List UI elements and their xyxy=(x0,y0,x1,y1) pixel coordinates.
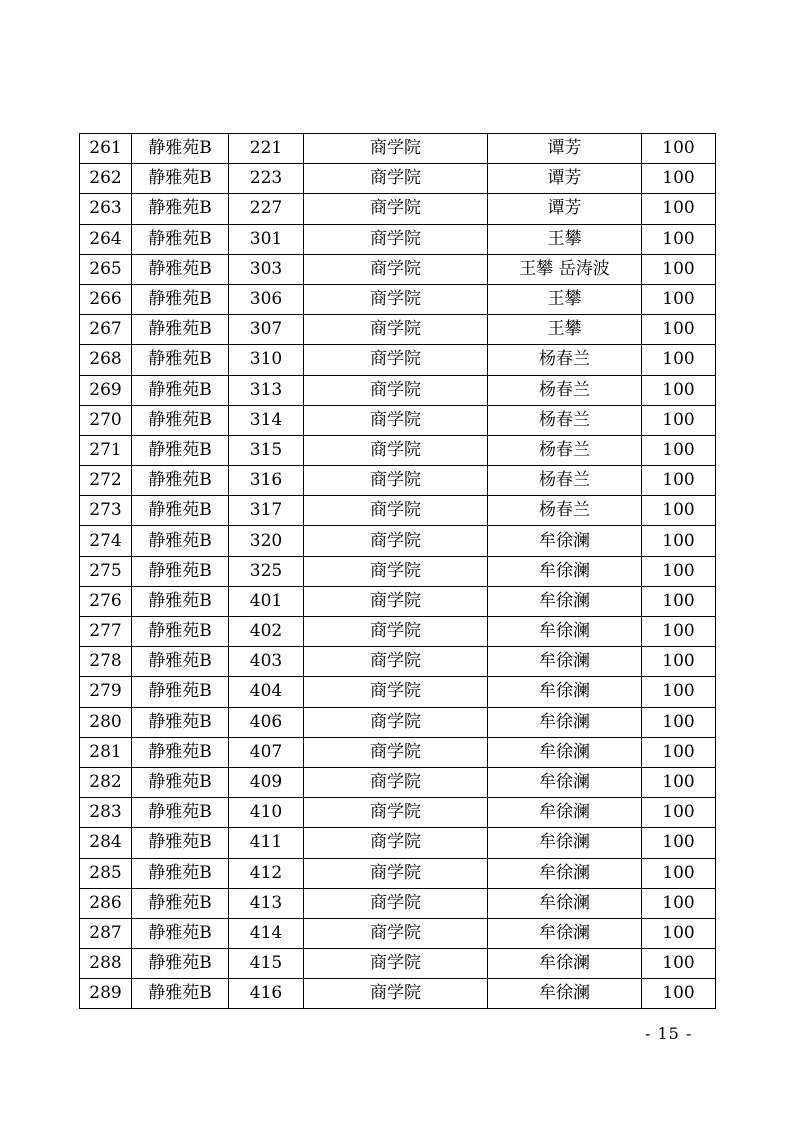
index-cell: 277 xyxy=(80,617,132,647)
score-cell: 100 xyxy=(642,194,716,224)
score-cell: 100 xyxy=(642,315,716,345)
index-cell: 289 xyxy=(80,979,132,1009)
score-cell: 100 xyxy=(642,888,716,918)
building-cell: 静雅苑B xyxy=(132,164,229,194)
college-cell: 商学院 xyxy=(304,767,488,797)
index-cell: 264 xyxy=(80,224,132,254)
building-cell: 静雅苑B xyxy=(132,526,229,556)
college-cell: 商学院 xyxy=(304,798,488,828)
building-cell: 静雅苑B xyxy=(132,888,229,918)
counselor-cell: 牟徐澜 xyxy=(488,737,642,767)
counselor-cell: 杨春兰 xyxy=(488,435,642,465)
index-cell: 288 xyxy=(80,949,132,979)
table-row xyxy=(80,828,716,858)
building-cell: 静雅苑B xyxy=(132,737,229,767)
index-cell: 273 xyxy=(80,496,132,526)
college-cell: 商学院 xyxy=(304,586,488,616)
room-cell: 402 xyxy=(229,617,304,647)
table-row xyxy=(80,284,716,314)
college-cell: 商学院 xyxy=(304,707,488,737)
room-cell: 315 xyxy=(229,435,304,465)
index-cell: 267 xyxy=(80,315,132,345)
counselor-cell: 王攀 岳涛波 xyxy=(488,254,642,284)
table-row xyxy=(80,617,716,647)
room-cell: 325 xyxy=(229,556,304,586)
college-cell: 商学院 xyxy=(304,949,488,979)
table-row xyxy=(80,918,716,948)
college-cell: 商学院 xyxy=(304,526,488,556)
college-cell: 商学院 xyxy=(304,315,488,345)
index-cell: 268 xyxy=(80,345,132,375)
table-row xyxy=(80,798,716,828)
score-cell: 100 xyxy=(642,586,716,616)
score-cell: 100 xyxy=(642,224,716,254)
college-cell: 商学院 xyxy=(304,888,488,918)
counselor-cell: 王攀 xyxy=(488,224,642,254)
table-row xyxy=(80,224,716,254)
college-cell: 商学院 xyxy=(304,134,488,164)
college-cell: 商学院 xyxy=(304,647,488,677)
college-cell: 商学院 xyxy=(304,556,488,586)
building-cell: 静雅苑B xyxy=(132,315,229,345)
score-cell: 100 xyxy=(642,949,716,979)
room-cell: 314 xyxy=(229,405,304,435)
index-cell: 278 xyxy=(80,647,132,677)
score-cell: 100 xyxy=(642,435,716,465)
counselor-cell: 牟徐澜 xyxy=(488,556,642,586)
table-row xyxy=(80,526,716,556)
room-cell: 410 xyxy=(229,798,304,828)
table-row xyxy=(80,315,716,345)
counselor-cell: 谭芳 xyxy=(488,134,642,164)
building-cell: 静雅苑B xyxy=(132,949,229,979)
building-cell: 静雅苑B xyxy=(132,405,229,435)
college-cell: 商学院 xyxy=(304,224,488,254)
score-cell: 100 xyxy=(642,798,716,828)
index-cell: 263 xyxy=(80,194,132,224)
score-cell: 100 xyxy=(642,828,716,858)
counselor-cell: 杨春兰 xyxy=(488,496,642,526)
table-row xyxy=(80,134,716,164)
room-cell: 303 xyxy=(229,254,304,284)
building-cell: 静雅苑B xyxy=(132,858,229,888)
college-cell: 商学院 xyxy=(304,435,488,465)
index-cell: 284 xyxy=(80,828,132,858)
building-cell: 静雅苑B xyxy=(132,224,229,254)
counselor-cell: 杨春兰 xyxy=(488,375,642,405)
score-cell: 100 xyxy=(642,918,716,948)
college-cell: 商学院 xyxy=(304,375,488,405)
counselor-cell: 杨春兰 xyxy=(488,405,642,435)
room-cell: 407 xyxy=(229,737,304,767)
building-cell: 静雅苑B xyxy=(132,647,229,677)
building-cell: 静雅苑B xyxy=(132,617,229,647)
score-cell: 100 xyxy=(642,405,716,435)
college-cell: 商学院 xyxy=(304,677,488,707)
room-cell: 227 xyxy=(229,194,304,224)
room-cell: 221 xyxy=(229,134,304,164)
score-cell: 100 xyxy=(642,134,716,164)
score-cell: 100 xyxy=(642,737,716,767)
score-cell: 100 xyxy=(642,284,716,314)
table-row xyxy=(80,466,716,496)
table-row xyxy=(80,586,716,616)
table-row xyxy=(80,496,716,526)
college-cell: 商学院 xyxy=(304,828,488,858)
table-row xyxy=(80,405,716,435)
building-cell: 静雅苑B xyxy=(132,707,229,737)
room-cell: 416 xyxy=(229,979,304,1009)
score-cell: 100 xyxy=(642,858,716,888)
score-cell: 100 xyxy=(642,164,716,194)
room-cell: 412 xyxy=(229,858,304,888)
room-cell: 310 xyxy=(229,345,304,375)
building-cell: 静雅苑B xyxy=(132,284,229,314)
table-row xyxy=(80,164,716,194)
index-cell: 276 xyxy=(80,586,132,616)
index-cell: 287 xyxy=(80,918,132,948)
building-cell: 静雅苑B xyxy=(132,918,229,948)
index-cell: 272 xyxy=(80,466,132,496)
room-cell: 316 xyxy=(229,466,304,496)
room-cell: 404 xyxy=(229,677,304,707)
table-row xyxy=(80,435,716,465)
table-body xyxy=(80,134,716,1009)
room-cell: 409 xyxy=(229,767,304,797)
counselor-cell: 王攀 xyxy=(488,284,642,314)
table-row xyxy=(80,767,716,797)
college-cell: 商学院 xyxy=(304,164,488,194)
score-cell: 100 xyxy=(642,617,716,647)
score-cell: 100 xyxy=(642,254,716,284)
table-row xyxy=(80,345,716,375)
index-cell: 283 xyxy=(80,798,132,828)
counselor-cell: 牟徐澜 xyxy=(488,858,642,888)
score-cell: 100 xyxy=(642,375,716,405)
table-row xyxy=(80,375,716,405)
index-cell: 285 xyxy=(80,858,132,888)
counselor-cell: 王攀 xyxy=(488,315,642,345)
table-row xyxy=(80,707,716,737)
index-cell: 286 xyxy=(80,888,132,918)
index-cell: 281 xyxy=(80,737,132,767)
score-cell: 100 xyxy=(642,707,716,737)
table-row xyxy=(80,677,716,707)
building-cell: 静雅苑B xyxy=(132,979,229,1009)
score-cell: 100 xyxy=(642,677,716,707)
page-number: - 15 - xyxy=(645,1024,693,1043)
building-cell: 静雅苑B xyxy=(132,586,229,616)
counselor-cell: 牟徐澜 xyxy=(488,798,642,828)
score-cell: 100 xyxy=(642,466,716,496)
room-cell: 411 xyxy=(229,828,304,858)
room-cell: 317 xyxy=(229,496,304,526)
table-row xyxy=(80,858,716,888)
room-cell: 414 xyxy=(229,918,304,948)
building-cell: 静雅苑B xyxy=(132,767,229,797)
counselor-cell: 牟徐澜 xyxy=(488,647,642,677)
counselor-cell: 牟徐澜 xyxy=(488,526,642,556)
table-row xyxy=(80,647,716,677)
building-cell: 静雅苑B xyxy=(132,345,229,375)
college-cell: 商学院 xyxy=(304,918,488,948)
college-cell: 商学院 xyxy=(304,466,488,496)
college-cell: 商学院 xyxy=(304,979,488,1009)
index-cell: 282 xyxy=(80,767,132,797)
room-cell: 313 xyxy=(229,375,304,405)
table-row xyxy=(80,556,716,586)
building-cell: 静雅苑B xyxy=(132,677,229,707)
table-row xyxy=(80,949,716,979)
room-cell: 301 xyxy=(229,224,304,254)
building-cell: 静雅苑B xyxy=(132,194,229,224)
college-cell: 商学院 xyxy=(304,737,488,767)
counselor-cell: 牟徐澜 xyxy=(488,888,642,918)
college-cell: 商学院 xyxy=(304,617,488,647)
index-cell: 271 xyxy=(80,435,132,465)
score-cell: 100 xyxy=(642,556,716,586)
counselor-cell: 牟徐澜 xyxy=(488,677,642,707)
building-cell: 静雅苑B xyxy=(132,828,229,858)
college-cell: 商学院 xyxy=(304,284,488,314)
index-cell: 269 xyxy=(80,375,132,405)
college-cell: 商学院 xyxy=(304,858,488,888)
index-cell: 275 xyxy=(80,556,132,586)
table-row xyxy=(80,254,716,284)
counselor-cell: 谭芳 xyxy=(488,164,642,194)
counselor-cell: 牟徐澜 xyxy=(488,767,642,797)
counselor-cell: 杨春兰 xyxy=(488,345,642,375)
building-cell: 静雅苑B xyxy=(132,375,229,405)
college-cell: 商学院 xyxy=(304,496,488,526)
index-cell: 265 xyxy=(80,254,132,284)
table-row xyxy=(80,888,716,918)
counselor-cell: 牟徐澜 xyxy=(488,707,642,737)
index-cell: 274 xyxy=(80,526,132,556)
index-cell: 262 xyxy=(80,164,132,194)
table-row xyxy=(80,194,716,224)
index-cell: 261 xyxy=(80,134,132,164)
counselor-cell: 谭芳 xyxy=(488,194,642,224)
index-cell: 266 xyxy=(80,284,132,314)
score-cell: 100 xyxy=(642,979,716,1009)
college-cell: 商学院 xyxy=(304,405,488,435)
building-cell: 静雅苑B xyxy=(132,798,229,828)
score-cell: 100 xyxy=(642,345,716,375)
room-cell: 415 xyxy=(229,949,304,979)
table-row xyxy=(80,737,716,767)
room-cell: 413 xyxy=(229,888,304,918)
counselor-cell: 牟徐澜 xyxy=(488,586,642,616)
room-cell: 307 xyxy=(229,315,304,345)
table-row xyxy=(80,979,716,1009)
score-cell: 100 xyxy=(642,767,716,797)
room-cell: 401 xyxy=(229,586,304,616)
college-cell: 商学院 xyxy=(304,194,488,224)
counselor-cell: 杨春兰 xyxy=(488,466,642,496)
index-cell: 270 xyxy=(80,405,132,435)
score-cell: 100 xyxy=(642,526,716,556)
room-cell: 320 xyxy=(229,526,304,556)
room-cell: 403 xyxy=(229,647,304,677)
score-cell: 100 xyxy=(642,496,716,526)
room-cell: 306 xyxy=(229,284,304,314)
building-cell: 静雅苑B xyxy=(132,556,229,586)
counselor-cell: 牟徐澜 xyxy=(488,617,642,647)
index-cell: 280 xyxy=(80,707,132,737)
score-cell: 100 xyxy=(642,647,716,677)
building-cell: 静雅苑B xyxy=(132,435,229,465)
building-cell: 静雅苑B xyxy=(132,466,229,496)
building-cell: 静雅苑B xyxy=(132,134,229,164)
counselor-cell: 牟徐澜 xyxy=(488,949,642,979)
index-cell: 279 xyxy=(80,677,132,707)
college-cell: 商学院 xyxy=(304,254,488,284)
room-cell: 406 xyxy=(229,707,304,737)
counselor-cell: 牟徐澜 xyxy=(488,918,642,948)
counselor-cell: 牟徐澜 xyxy=(488,828,642,858)
building-cell: 静雅苑B xyxy=(132,254,229,284)
dormitory-score-table xyxy=(79,133,716,1009)
room-cell: 223 xyxy=(229,164,304,194)
college-cell: 商学院 xyxy=(304,345,488,375)
counselor-cell: 牟徐澜 xyxy=(488,979,642,1009)
building-cell: 静雅苑B xyxy=(132,496,229,526)
